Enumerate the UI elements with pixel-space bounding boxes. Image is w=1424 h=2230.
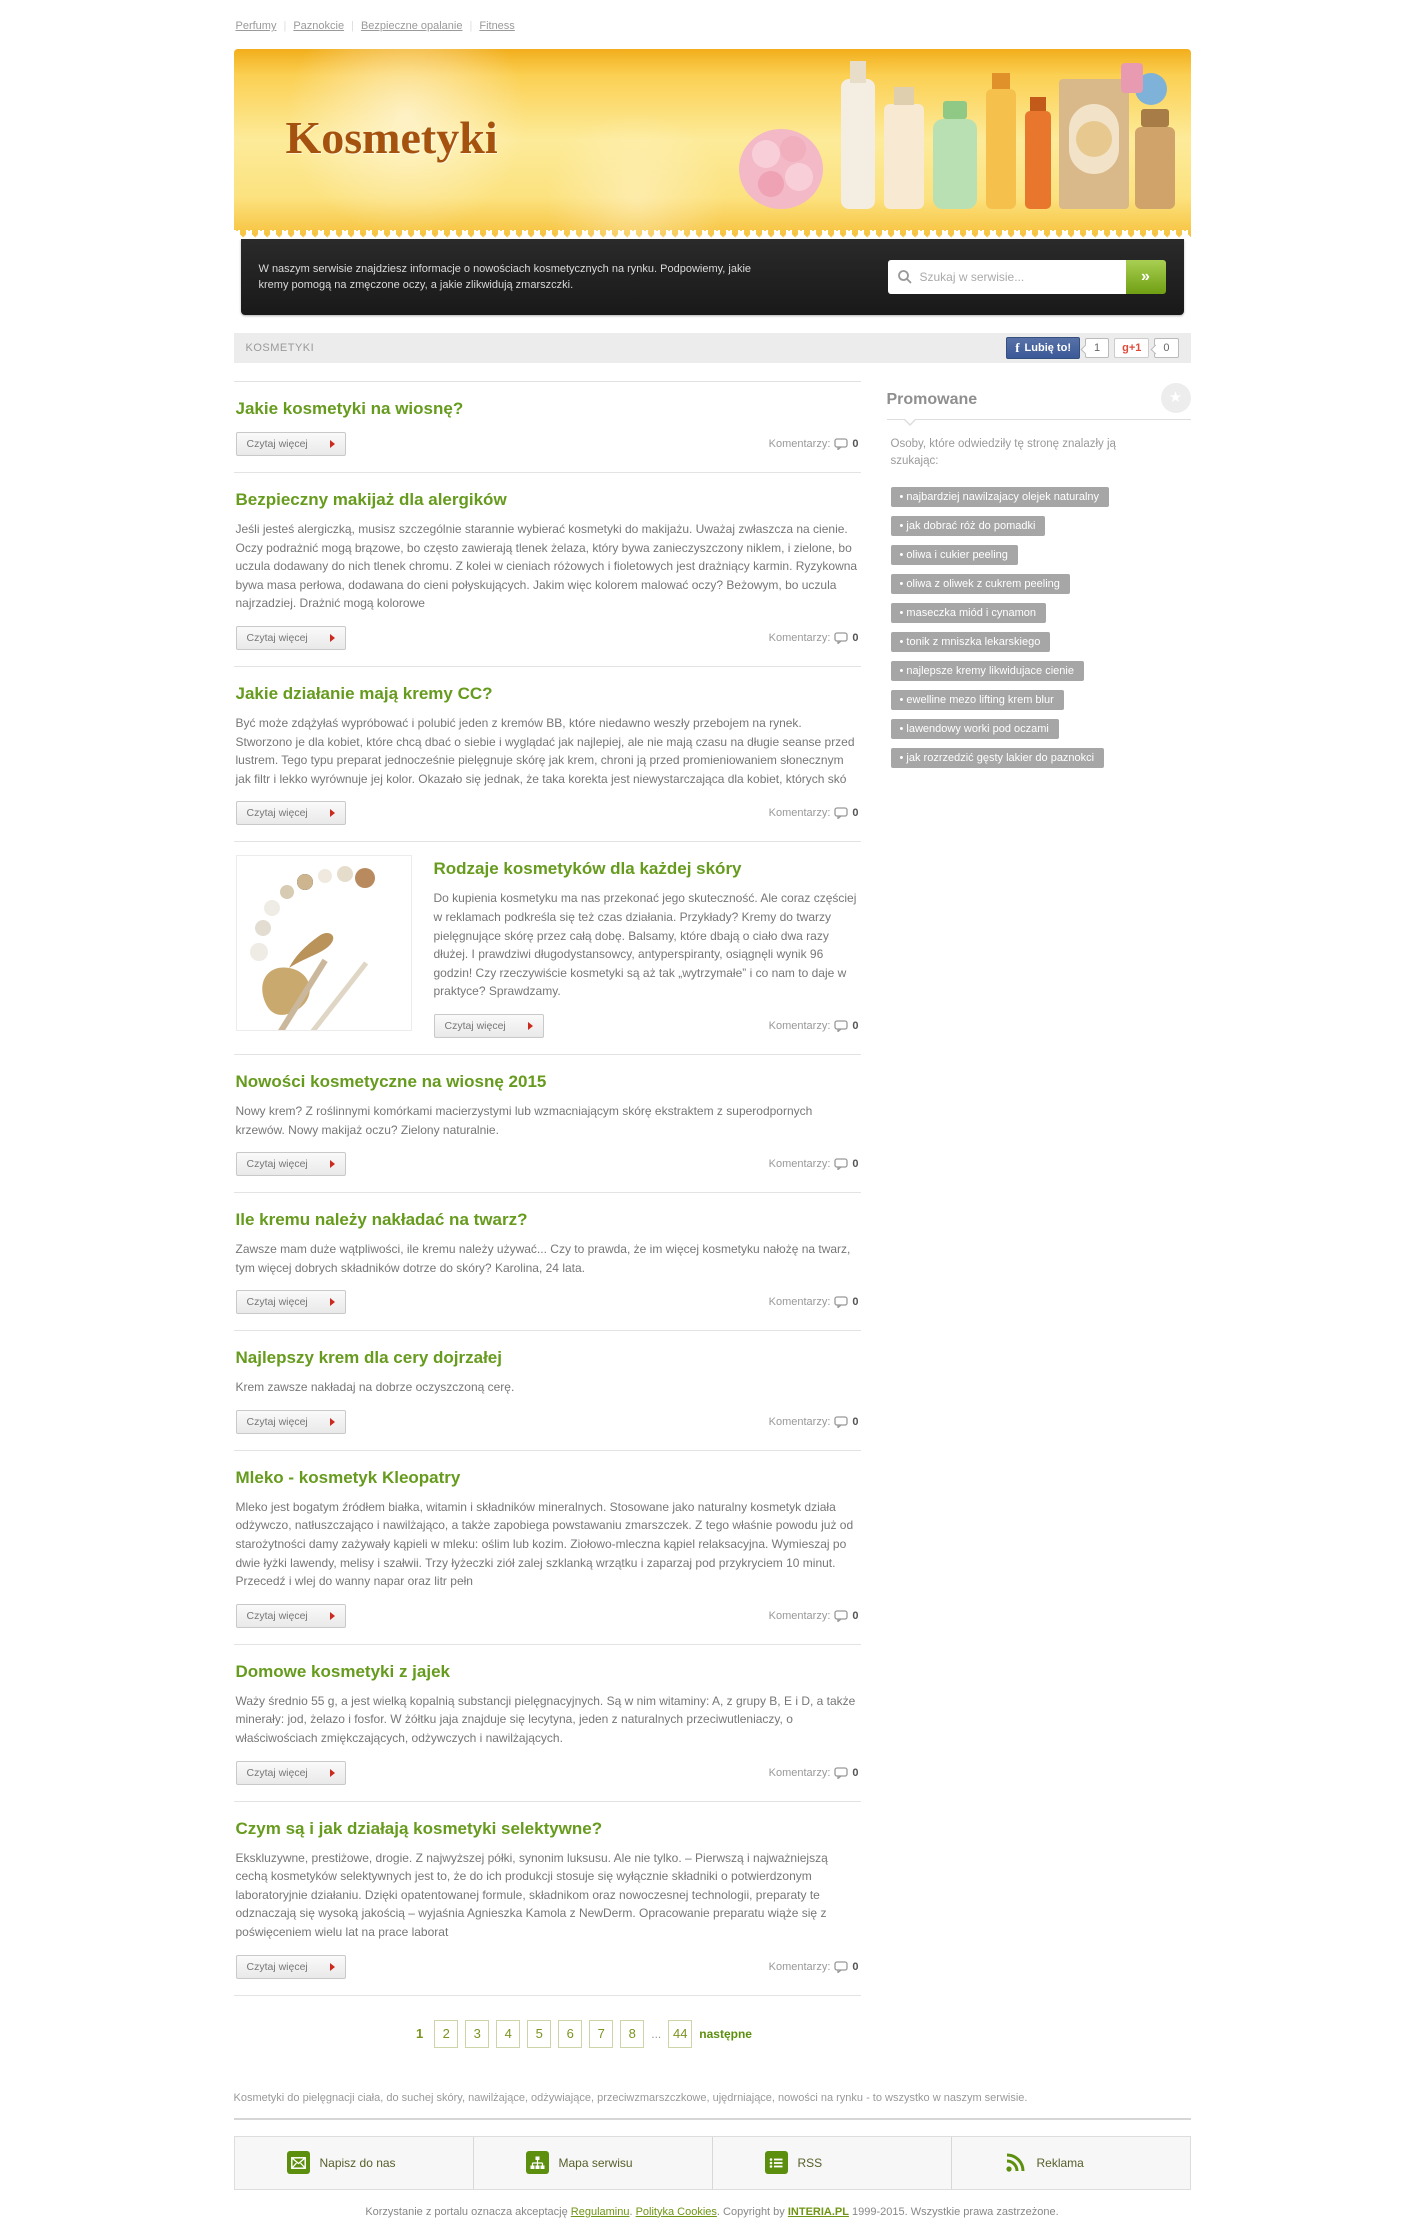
speech-bubble-icon xyxy=(834,1020,848,1032)
read-more-button[interactable] xyxy=(236,1604,346,1628)
promoted-tag[interactable]: • najlepsze kremy likwidujace cienie xyxy=(891,661,1084,681)
red-arrow-icon xyxy=(330,1612,335,1620)
read-more-button[interactable] xyxy=(236,626,346,650)
article-list xyxy=(234,381,861,2048)
comments-count: 0 xyxy=(852,1960,859,1973)
comments-count: 0 xyxy=(852,1609,859,1622)
comments-link[interactable] xyxy=(769,632,859,644)
social-widgets xyxy=(1006,337,1178,359)
article-excerpt: Krem zawsze nakładaj na dobrze oczyszczoną cerę. xyxy=(235,1380,515,1395)
speech-bubble-icon xyxy=(834,632,848,644)
nav-link-bezpieczne-opalanie[interactable]: Bezpieczne opalanie xyxy=(360,20,463,32)
article-item xyxy=(234,382,861,473)
promoted-tag[interactable]: • ewelline mezo lifting krem blur xyxy=(891,690,1064,710)
cosmetics-photo xyxy=(721,49,1191,239)
read-more-label: Czytaj więcej xyxy=(246,1415,308,1428)
speech-bubble-icon xyxy=(834,1961,848,1973)
pagination-ellipsis: ... xyxy=(651,2026,662,2041)
intro-text: W naszym serwisie znajdziesz informacje o nowościach kosmetycznych na rynku. Podpowiemy, jakie kremy pomogą na zmęczone oczy, a jakie zlikwidują zmarszczki. xyxy=(258,262,752,291)
breadcrumb-bar xyxy=(234,333,1191,363)
read-more-label: Czytaj więcej xyxy=(444,1019,506,1032)
article-excerpt: Jeśli jesteś alergiczką, musisz szczególnie starannie wybierać kosmetyki do makijażu. Uważaj zwłaszcza na cienie. Oczy podrażnić mogą brązowe, bo często zawierają tlenek żelaza, który bywa zanieczyszczony niklem, i zielone, bo uczula dodawany do nich tlenek chromu. Z kolei w cieniach różowych i fioletowych jest drażniący karmin. Ryzykowna bywa masa perłowa, dodawana do cieni połyskujących. Jakim więc kolorem malować oczy? Beżowym, bo uczula najrzadziej. Drażnić mogą kolorowe xyxy=(235,522,858,611)
read-more-button[interactable] xyxy=(236,1761,346,1785)
comments-label: Komentarzy: xyxy=(768,1415,831,1428)
intro-bar xyxy=(241,239,1184,315)
read-more-button[interactable] xyxy=(434,1014,544,1038)
article-thumbnail[interactable] xyxy=(236,855,412,1031)
promoted-tag[interactable]: • oliwa z oliwek z cukrem peeling xyxy=(891,574,1070,594)
red-arrow-icon xyxy=(330,634,335,642)
article-item xyxy=(234,1451,861,1645)
article-item xyxy=(234,1331,861,1451)
article-item xyxy=(234,473,861,667)
sidebar-title: Promowane xyxy=(886,391,978,408)
comments-link[interactable] xyxy=(769,1416,859,1428)
envelope-icon xyxy=(287,2151,310,2174)
speech-bubble-icon xyxy=(834,1416,848,1428)
breadcrumb: KOSMETYKI xyxy=(245,342,315,354)
magnifier-icon xyxy=(897,269,913,285)
speech-bubble-icon xyxy=(834,1767,848,1779)
copyright-text: Korzystanie z portalu oznacza akceptację xyxy=(365,2205,571,2218)
comments-count: 0 xyxy=(852,807,859,820)
read-more-button[interactable] xyxy=(236,1290,346,1314)
interia-link[interactable]: INTERIA.PL xyxy=(787,2205,849,2218)
facebook-f-icon: f xyxy=(1015,340,1020,355)
top-nav xyxy=(234,0,1191,41)
gplus-count: 0 xyxy=(1154,338,1178,358)
red-arrow-icon xyxy=(330,440,335,448)
star-icon[interactable]: ★ xyxy=(1161,383,1191,413)
footer-item-label: RSS xyxy=(797,2155,823,2170)
footer-item-sitemap[interactable] xyxy=(473,2137,712,2189)
footer-item-reklama[interactable] xyxy=(951,2137,1190,2189)
read-more-label: Czytaj więcej xyxy=(246,631,308,644)
speech-bubble-icon xyxy=(834,438,848,450)
nav-link-perfumy[interactable]: Perfumy xyxy=(235,20,277,32)
sitemap-icon xyxy=(526,2151,549,2174)
pagination-page-6[interactable]: 6 xyxy=(558,2020,582,2048)
copyright-text: . Copyright by xyxy=(716,2205,788,2218)
article-item xyxy=(234,1055,861,1193)
pagination-page-8[interactable]: 8 xyxy=(620,2020,644,2048)
comments-label: Komentarzy: xyxy=(768,1019,831,1032)
speech-bubble-icon xyxy=(834,1610,848,1622)
comments-label: Komentarzy: xyxy=(768,438,831,450)
sidebar xyxy=(887,381,1191,2048)
promoted-tag[interactable]: • jak dobrać róż do pomadki xyxy=(891,516,1046,536)
comments-link[interactable] xyxy=(769,807,859,819)
pagination-current-page: 1 xyxy=(416,2026,424,2042)
article-item-with-image xyxy=(234,842,861,1055)
footer-menu xyxy=(234,2136,1191,2190)
copyright-text: . xyxy=(629,2205,636,2218)
facebook-like-label: Lubię to! xyxy=(1024,342,1071,354)
search-button[interactable]: » xyxy=(1126,260,1166,294)
comments-label: Komentarzy: xyxy=(768,631,831,644)
article-item xyxy=(234,1193,861,1331)
article-excerpt: Ekskluzywne, prestiżowe, drogie. Z najwyższej półki, synonim luksusu. Ale nie tylko. – Pierwszą i najważniejszą cechą kosmetyków selektywnych jest to, że do ich produkcji stosuje się wyłącznie składniki o potwierdzonym laboratoryjnie działaniu. Dzięki opatentowanej formule, składnikom oraz nowoczesnej technologii, preparaty te odznaczają się wysoką jakością – wyjaśnia Agnieszka Kamola z NewDerm. Opracowanie preparatu wiąże się z poświęceniem wielu lat na prace laborat xyxy=(235,1850,828,1939)
search-input[interactable] xyxy=(888,260,1126,294)
header-banner xyxy=(234,49,1191,239)
read-more-label: Czytaj więcej xyxy=(246,1296,308,1309)
footer-divider xyxy=(234,2118,1191,2120)
comments-label: Komentarzy: xyxy=(768,807,831,820)
pagination-page-7[interactable]: 7 xyxy=(589,2020,613,2048)
comments-count: 0 xyxy=(852,1296,859,1309)
main-content xyxy=(234,381,1191,2048)
comments-count: 0 xyxy=(852,1766,859,1779)
page xyxy=(234,0,1191,2230)
nav-separator: | xyxy=(351,20,354,32)
comments-label: Komentarzy: xyxy=(768,1960,831,1973)
promoted-tag[interactable]: • najbardziej nawilzajacy olejek naturalny xyxy=(891,487,1110,507)
facebook-like-button[interactable] xyxy=(1006,337,1080,359)
pagination-page-44[interactable]: 44 xyxy=(668,2020,692,2048)
nav-separator: | xyxy=(283,20,287,32)
nav-link-fitness[interactable]: Fitness xyxy=(479,20,515,32)
comments-label: Komentarzy: xyxy=(768,1609,831,1622)
article-title[interactable]: Najlepszy krem dla cery dojrzałej xyxy=(235,1348,502,1368)
red-arrow-icon xyxy=(528,1022,533,1030)
red-arrow-icon xyxy=(330,1963,335,1971)
pagination-page-3[interactable]: 3 xyxy=(465,2020,489,2048)
copyright-text: 1999-2015. Wszystkie prawa zastrzeżone. xyxy=(848,2205,1059,2218)
comments-link[interactable] xyxy=(769,1296,859,1308)
red-arrow-icon xyxy=(330,1160,335,1168)
promoted-tag[interactable]: • lawendowy worki pod oczami xyxy=(891,719,1059,739)
footer-item-rss[interactable] xyxy=(712,2137,951,2189)
cookies-link[interactable]: Polityka Cookies xyxy=(635,2205,717,2218)
pagination-next-link[interactable]: następne xyxy=(699,2026,752,2041)
article-excerpt: Nowy krem? Z roślinnymi komórkami macierzystymi lub wzmacniającym skórę ekstraktem z superodpornych krzewów. Nowy makijaż oczu? Zielony naturalnie. xyxy=(235,1103,813,1137)
site-title: Kosmetyki xyxy=(285,112,498,163)
article-title[interactable]: Bezpieczny makijaż dla alergików xyxy=(235,490,507,509)
read-more-button[interactable] xyxy=(236,1955,346,1979)
read-more-button[interactable] xyxy=(236,801,346,825)
article-title[interactable]: Jakie działanie mają kremy CC? xyxy=(235,683,493,703)
footer-description: Kosmetyki do pielęgnacji ciała, do suchej skóry, nawilżające, odżywiające, przeciwzmarszczkowe, ujędrniające, nowości na rynku - to wszystko w naszym serwisie. xyxy=(233,2091,1028,2104)
speech-bubble-icon xyxy=(834,807,848,819)
gplus-button[interactable]: g+1 xyxy=(1114,338,1149,358)
comments-label: Komentarzy: xyxy=(768,1158,831,1171)
article-item xyxy=(234,1802,861,1996)
comments-count: 0 xyxy=(852,1415,859,1428)
article-excerpt: Zawsze mam duże wątpliwości, ile kremu należy używać... Czy to prawda, że im więcej kosmetyku nałożę na twarz, tym więcej dobrych składników dotrze do skóry? Karolina, 24 lata. xyxy=(235,1242,851,1275)
read-more-button[interactable] xyxy=(236,1152,346,1176)
facebook-like-count: 1 xyxy=(1085,338,1109,358)
read-more-label: Czytaj więcej xyxy=(246,1766,308,1779)
rss-icon xyxy=(1004,2151,1027,2174)
promoted-tag[interactable]: • jak rozrzedzić gęsty lakier do paznokci xyxy=(891,748,1105,768)
article-title[interactable]: Domowe kosmetyki z jajek xyxy=(235,1661,450,1681)
makeup-swatches-image xyxy=(237,856,411,1030)
footer-item-label: Reklama xyxy=(1036,2155,1084,2170)
copyright-line xyxy=(234,2206,1191,2218)
article-title[interactable]: Jakie kosmetyki na wiosnę? xyxy=(235,399,464,418)
red-arrow-icon xyxy=(330,1418,335,1426)
comments-count: 0 xyxy=(852,1158,859,1171)
comments-link[interactable] xyxy=(769,1158,859,1170)
comments-link[interactable] xyxy=(769,1767,859,1779)
terms-link[interactable]: Regulaminu xyxy=(570,2205,630,2218)
article-title[interactable]: Nowości kosmetyczne na wiosnę 2015 xyxy=(235,1071,547,1091)
footer-item-label: Mapa serwisu xyxy=(558,2155,633,2170)
footer-item-contact[interactable] xyxy=(235,2137,473,2189)
promoted-tag[interactable]: • maseczka miód i cynamon xyxy=(891,603,1047,623)
read-more-label: Czytaj więcej xyxy=(246,1158,308,1171)
comments-link[interactable] xyxy=(769,1610,859,1622)
sidebar-header xyxy=(887,381,1191,420)
speech-tail-decoration xyxy=(903,419,917,426)
comments-link[interactable] xyxy=(769,1020,859,1032)
article-title[interactable]: Rodzaje kosmetyków dla każdej skóry xyxy=(433,859,742,879)
promoted-tag[interactable]: • oliwa i cukier peeling xyxy=(891,545,1018,565)
nav-separator: | xyxy=(469,20,473,32)
comments-label: Komentarzy: xyxy=(768,1296,831,1309)
article-excerpt: Być może zdążyłaś wypróbować i polubić jeden z kremów BB, które niedawno weszły przebojem na rynek. Stworzono je dla kobiet, które chcą dbać o siebie i wyglądać jak najlepiej, ale nie mają czasu na długie seanse przed lustrem. Tego typu preparat jednocześnie pielęgnuje skórę jak krem, chroni ją przed promieniowaniem słonecznym jak filtr i lekko wyrównuje jej kolor. Okazało się jednak, że taka korekta jest niewystarczająca dla kobiet, których skó xyxy=(235,715,855,786)
read-more-label: Czytaj więcej xyxy=(246,438,308,450)
article-title[interactable]: Czym są i jak działają kosmetyki selektywne? xyxy=(235,1818,603,1838)
red-arrow-icon xyxy=(330,809,335,817)
search-box xyxy=(888,260,1166,294)
comments-label: Komentarzy: xyxy=(768,1766,831,1779)
article-excerpt: Mleko jest bogatym źródłem białka, witamin i składników mineralnych. Stosowane jako naturalny kosmetyk działa odżywczo, natłuszczająco i nawilżająco, a także zapobiega powstawaniu zmarszczek. Z tego właśnie powodu już od starożytności damy zażywały kąpieli w mleku: oślim lub kozim. Ziołowo-mleczna kąpiel relaksacyjna. Wymieszaj po dwie łyżki lawendy, melisy i szałwii. Trzy łyżeczki ziół zalej szklanką wrzątku i zaparzaj pod przykryciem 10 minut. Przecedź i wlej do wanny napar oraz litr pełn xyxy=(235,1499,854,1589)
pagination-page-2[interactable]: 2 xyxy=(434,2020,458,2048)
read-more-button[interactable] xyxy=(236,1410,346,1434)
sidebar-subtitle: Osoby, które odwiedziły tę stronę znalazły ją szukając: xyxy=(890,438,1116,468)
red-arrow-icon xyxy=(330,1769,335,1777)
read-more-label: Czytaj więcej xyxy=(246,1609,308,1622)
pagination-page-5[interactable]: 5 xyxy=(527,2020,551,2048)
speech-bubble-icon xyxy=(834,1296,848,1308)
comments-count: 0 xyxy=(852,631,859,644)
article-excerpt: Do kupienia kosmetyku ma nas przekonać jego skuteczność. Ale coraz częściej w reklamach podkreśla się też czas działania. Przykłady? Kremy do twarzy pielęgnujące skórę przez całą dobę. Balsamy, które dbają o ciało dwa razy dłużej. I prawdziwi długodystansowcy, antyperspiranty, osiągnęli wynik 96 godzin! Czy rzeczywiście kosmetyki są aż tak „wytrzymałe” i co nam to daje w praktyce? Sprawdzamy. xyxy=(433,891,857,999)
article-title[interactable]: Mleko - kosmetyk Kleopatry xyxy=(235,1467,461,1487)
article-excerpt: Waży średnio 55 g, a jest wielką kopalnią substancji pielęgnacyjnych. Są w nim witaminy: A, z grupy B, E i D, a także minerały: jod, żelazo i fosfor. W żółtku jaja znajduje się lecytyna, jeden z naturalnych przeciwutleniaczy, o właściwościach zmiękczających, odżywczych i nawilżających. xyxy=(235,1693,856,1746)
footer-item-label: Napisz do nas xyxy=(319,2155,396,2170)
speech-bubble-icon xyxy=(834,1158,848,1170)
comments-link[interactable] xyxy=(769,1961,859,1973)
read-more-label: Czytaj więcej xyxy=(246,807,308,820)
red-arrow-icon xyxy=(330,1298,335,1306)
promoted-tag[interactable]: • tonik z mniszka lekarskiego xyxy=(891,632,1051,652)
article-item xyxy=(234,1645,861,1802)
banner-zigzag-edge xyxy=(234,230,1191,239)
pagination-page-4[interactable]: 4 xyxy=(496,2020,520,2048)
article-title[interactable]: Ile kremu należy nakładać na twarz? xyxy=(235,1210,528,1230)
nav-link-paznokcie[interactable]: Paznokcie xyxy=(293,20,345,32)
article-item xyxy=(234,667,861,842)
list-icon xyxy=(765,2151,788,2174)
comments-count: 0 xyxy=(852,1019,859,1032)
comments-count: 0 xyxy=(852,438,859,450)
read-more-label: Czytaj więcej xyxy=(246,1960,308,1973)
read-more-button[interactable] xyxy=(236,432,346,456)
pagination xyxy=(304,2020,861,2048)
comments-link[interactable] xyxy=(769,438,859,450)
